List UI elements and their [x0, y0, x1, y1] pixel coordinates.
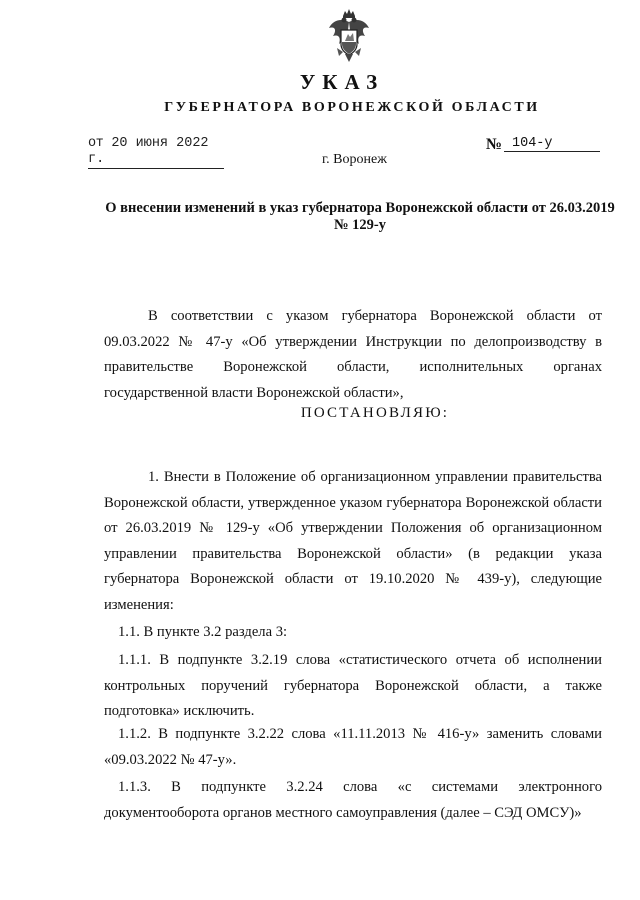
document-type-title: УКАЗ	[299, 70, 385, 94]
date-field	[88, 136, 224, 169]
item-1-1-2-paragraph: 1.1.2. В подпункте 3.2.22 слова «11.11.2013 № 416-у» заменить словами «09.03.2022 № 47-у».	[104, 726, 602, 768]
city-label: г. Воронеж	[322, 152, 387, 167]
number-value: 104-у	[504, 136, 600, 152]
resolve-heading: ПОСТАНОВЛЯЮ:	[300, 405, 450, 421]
date-value: 20 июня 2022 г.	[88, 136, 209, 167]
item-1-paragraph: 1. Внести в Положение об организационном управлении правительства Воронежской области, утвержденное указом губернатора Воронежской области от 26.03.2019 № 129-у «Об утверждении Положения об организационном управлении правительства Воронежской области» (в редакции указа губернатора Воронежской области от 19.10.2020 № 439-у), следующие изменения:	[104, 469, 602, 613]
item-1-1-3-paragraph: 1.1.3. В подпункте 3.2.24 слова «с системами электронного документооборота органов местного самоуправления (далее – СЭД ОМСУ)»	[104, 779, 602, 821]
date-prefix: от	[88, 136, 104, 151]
coat-of-arms-icon	[327, 8, 371, 66]
number-sign: №	[486, 136, 503, 153]
document-heading: О внесении изменений в указ губернатора Воронежской области от 26.03.2019 № 129-у	[105, 200, 615, 233]
issuer-title: ГУБЕРНАТОРА ВОРОНЕЖСКОЙ ОБЛАСТИ	[164, 100, 540, 115]
intro-paragraph: В соответствии с указом губернатора Воронежской области от 09.03.2022 № 47-у «Об утверждении Инструкции по делопроизводству в правительстве Воронежской области, исполнительных органах государственной власти Воронежской области»,	[104, 308, 602, 401]
item-1-1-1-paragraph: 1.1.1. В подпункте 3.2.19 слова «статистического отчета об исполнении контрольных поручений губернатора Воронежской области, а также подготовка» исключить.	[104, 652, 602, 719]
item-1-1-paragraph: 1.1. В пункте 3.2 раздела 3:	[118, 624, 288, 640]
